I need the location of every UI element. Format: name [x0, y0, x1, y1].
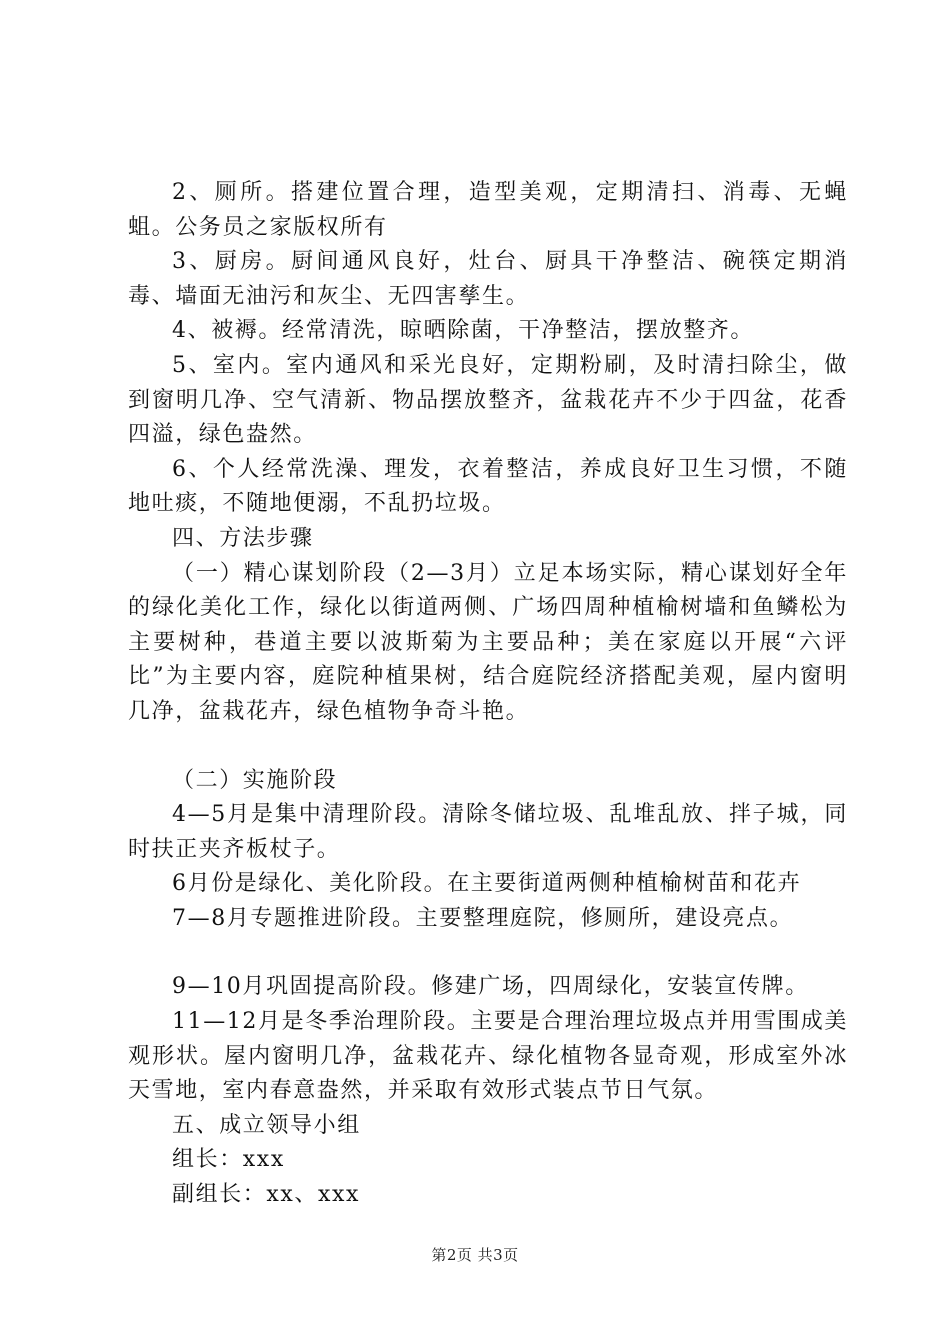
document-body — [128, 176, 848, 1213]
paragraph-june: 6月份是绿化、美化阶段。在主要街道两侧种植榆树苗和花卉 — [172, 871, 802, 897]
deputy-leader-line: 副组长：xx、xxx — [172, 1182, 361, 1208]
page-footer: 第2页 共3页 — [431, 1246, 519, 1264]
subheading-implementation: （二）实施阶段 — [172, 767, 338, 793]
paragraph-april-may: 4—5月是集中清理阶段。清除冬储垃圾、乱堆乱放、拌子城，同时扶正夹齐板杖子。 — [128, 802, 848, 862]
paragraph-indoor: 5、室内。室内通风和采光良好，定期粉刷，及时清扫除尘，做到窗明几净、空气清新、物品摆放整齐，盆栽花卉不少于四盆，花香四溢，绿色盎然。 — [128, 352, 848, 448]
paragraph-personal-hygiene: 6、个人经常洗澡、理发，衣着整洁，养成良好卫生习惯，不随地吐痰，不随地便溺，不乱扔垃圾。 — [128, 456, 848, 517]
paragraph-kitchen: 3、厨房。厨间通风良好，灶台、厨具干净整洁、碗筷定期消毒、墙面无油污和灰尘、无四害孳生。 — [128, 249, 848, 309]
paragraph-september-october: 9—10月巩固提高阶段。修建广场，四周绿化，安装宣传牌。 — [172, 974, 809, 1000]
leader-line: 组长：xxx — [172, 1147, 285, 1173]
paragraph-november-december: 11—12月是冬季治理阶段。主要是合理治理垃圾点并用雪围成美观形状。屋内窗明几净，盆栽花卉、绿化植物各显奇观，形成室外冰天雪地，室内春意盎然，并采取有效形式装点节日气氛。 — [128, 1009, 848, 1104]
paragraph-bedding: 4、被褥。经常清洗，晾晒除菌，干净整洁，摆放整齐。 — [172, 318, 754, 344]
paragraph-planning-stage: （一）精心谋划阶段（2—3月）立足本场实际，精心谋划好全年的绿化美化工作，绿化以街道两侧、广场四周种植榆树墙和鱼鳞松为主要树种，巷道主要以波斯菊为主要品种；美在家庭以开展“六评比”为主要内容，庭院种植果树，结合庭院经济搭配美观，屋内窗明几净，盆栽花卉，绿色植物争奇斗艳。 — [128, 560, 848, 724]
paragraph-july-august: 7—8月专题推进阶段。主要整理庭院，修厕所，建设亮点。 — [172, 905, 794, 931]
section-heading-leadership: 五、成立领导小组 — [172, 1112, 361, 1138]
section-heading-methods: 四、方法步骤 — [172, 525, 314, 551]
paragraph-toilet: 2、厕所。搭建位置合理，造型美观，定期清扫、消毒、无蝇蛆。公务员之家版权所有 — [128, 180, 848, 240]
